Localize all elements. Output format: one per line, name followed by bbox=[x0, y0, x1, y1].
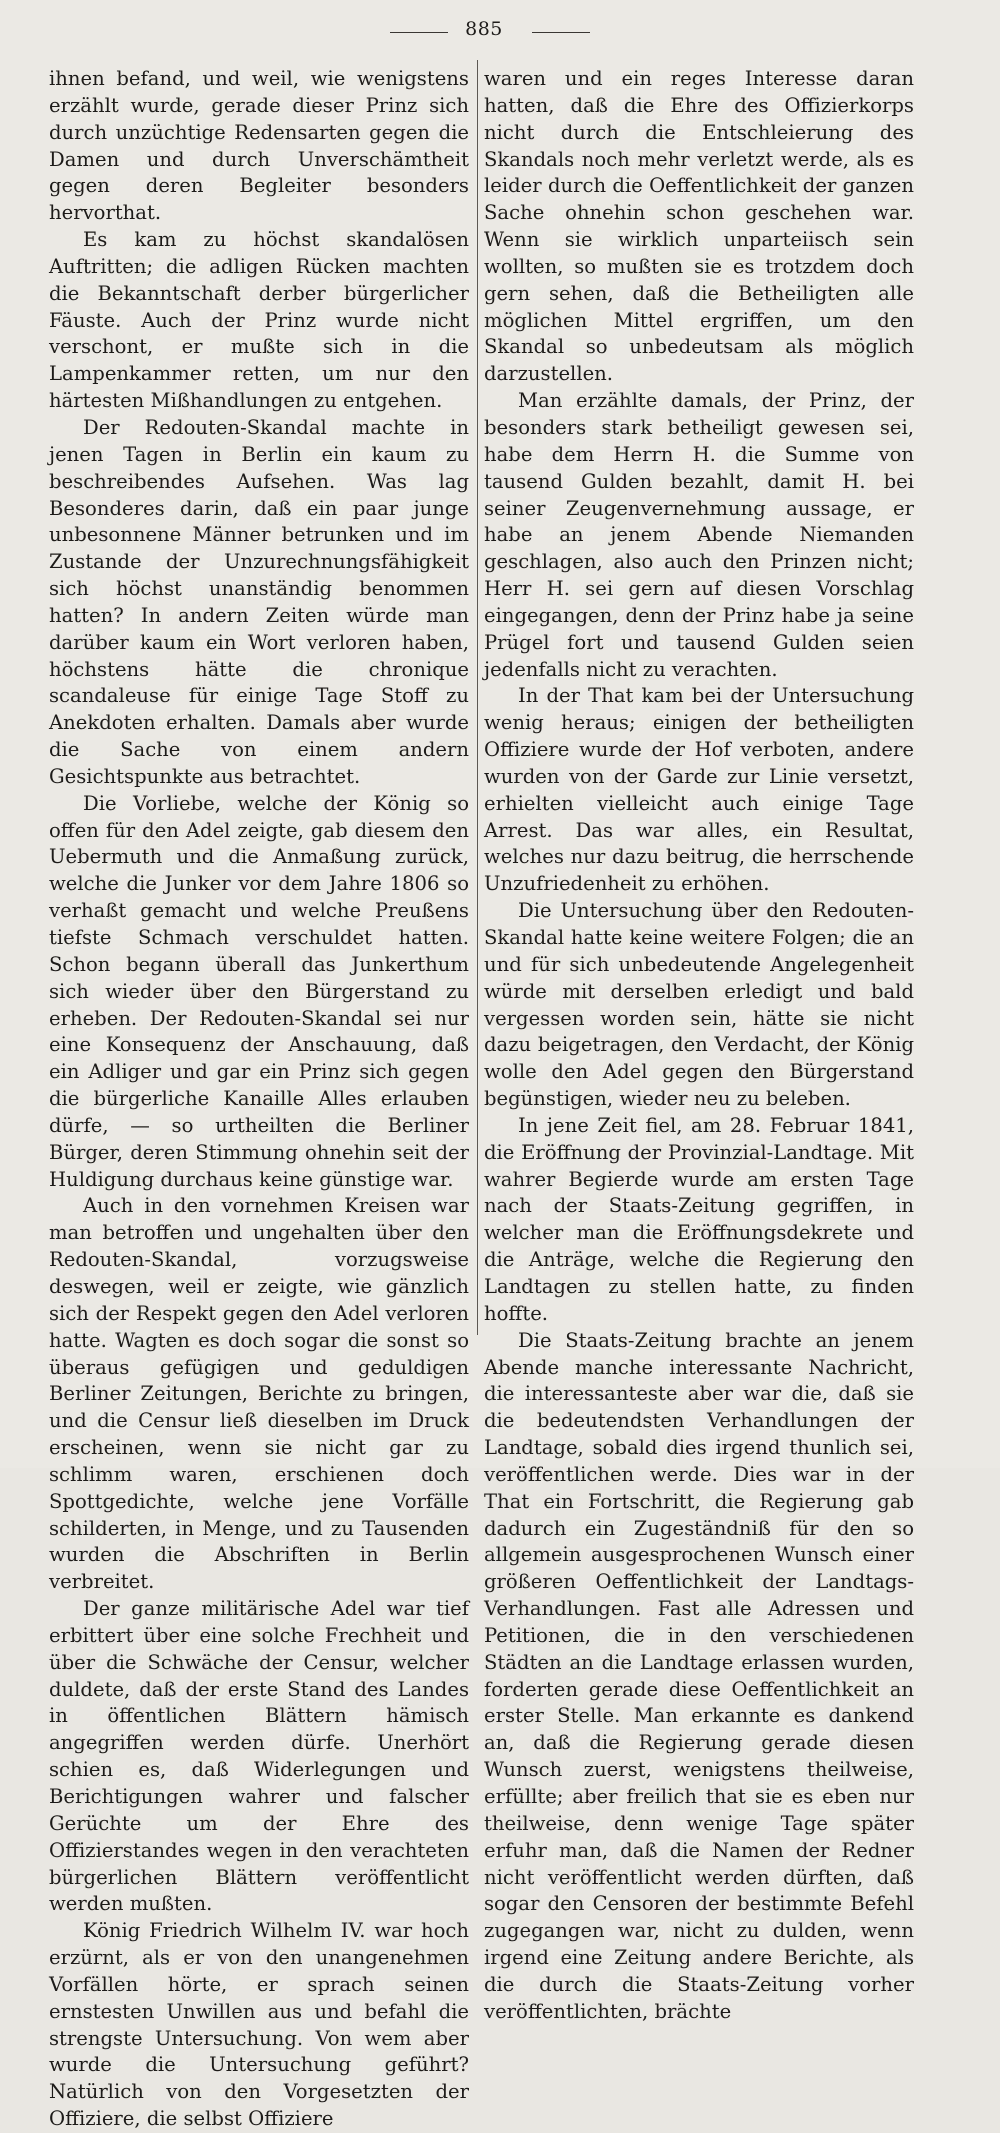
column-divider bbox=[477, 60, 478, 1335]
paragraph: Es kam zu höchst skandalösen Auftritten; die adligen Rücken machten die Bekanntschaft derber bürgerlicher Fäuste. Auch der Prinz wurde nicht verschont, er mußte sich in die Lampenkammer retten, um nur den härtesten Mißhandlungen zu entgehen. bbox=[49, 228, 469, 413]
paragraph: Die Vorliebe, welche der König so offen für den Adel zeigte, gab diesem den Uebermuth und die Anmaßung zurück, welche die Junker vor dem Jahre 1806 so verhaßt gemacht und welche Preußens tiefste Schmach verschuldet hatten. Schon begann überall das Junkerthum sich wieder über den Bürgerstand zu erheben. Der Redouten-Skandal sei nur eine Konsequenz der Anschauung, daß ein Adliger und gar ein Prinz sich gegen die bürgerliche Kanaille Alles erlauben dürfe, — so urtheilten die Berliner Bürger, deren Stimmung ohnehin seit der Huldigung durchaus keine günstige war. bbox=[49, 791, 469, 1191]
paragraph: Der Redouten-Skandal machte in jenen Tagen in Berlin ein kaum zu beschreibendes Aufsehen. Was lag Besonderes darin, daß ein paar junge unbesonnene Männer betrunken und im Zustande der Unzurechnungsfähigkeit sich höchst unanständig benommen hatten? In andern Zeiten würde man darüber kaum ein Wort verloren haben, höchstens hätte die chronique scandaleuse für einige Tage Stoff zu Anekdoten erhalten. Damals aber wurde die Sache von einem andern Gesichtspunkte aus betrachtet. bbox=[49, 415, 469, 788]
header-rule-left bbox=[390, 32, 448, 33]
paragraph: König Friedrich Wilhelm IV. war hoch erzürnt, als er von den unangenehmen Vorfällen hörte, er sprach seinen ernstesten Unwillen aus und befahl die strengste Untersuchung. Von wem aber wurde die Untersuchung geführt? Natürlich von den Vorgesetzten der Offiziere, die selbst Offiziere bbox=[49, 1919, 469, 2131]
paragraph: Der ganze militärische Adel war tief erbittert über eine solche Frechheit und über die Schwäche der Censur, welcher duldete, daß der erste Stand des Landes in öffentlichen Blättern hämisch angegriffen werden dürfe. Unerhört schien es, daß Widerlegungen und Berichtigungen wahrer und falscher Gerüchte um der Ehre des Offizierstandes wegen in den verachteten bürgerlichen Blättern veröffentlicht werden mußten. bbox=[49, 1597, 469, 1916]
page-number: 885 bbox=[465, 18, 503, 40]
paragraph: Auch in den vornehmen Kreisen war man betroffen und ungehalten über den Redouten-Skandal, vorzugsweise deswegen, weil er zeigte, wie gänzlich sich der Respekt gegen den Adel verloren hatte. Wagten es doch sogar die sonst so überaus gefügigen und geduldigen Berliner Zeitungen, Berichte zu bringen, und die Censur ließ dieselben im Druck erscheinen, wenn sie nicht gar zu schlimm waren, erschienen doch Spottgedichte, welche jene Vorfälle schilderten, in Menge, und zu Tausenden wurden die Abschriften in Berlin verbreitet. bbox=[49, 1194, 469, 1594]
paragraph: waren und ein reges Interesse daran hatten, daß die Ehre des Offizierkorps nicht durch die Entschleierung des Skandals noch mehr verletzt werde, als es leider durch die Oeffentlichkeit der ganzen Sache ohnehin schon geschehen war. Wenn sie wirklich unparteiisch sein wollten, so mußten sie es trotzdem doch gern sehen, daß die Betheiligten alle möglichen Mittel ergriffen, um den Skandal so unbedeutsam als möglich darzustellen. bbox=[484, 67, 914, 386]
paragraph: In der That kam bei der Untersuchung wenig heraus; einigen der betheiligten Offiziere wurde der Hof verboten, andere wurden von der Garde zur Linie versetzt, erhielten vielleicht auch einige Tage Arrest. Das war alles, ein Resultat, welches nur dazu beitrug, die herrschende Unzufriedenheit zu erhöhen. bbox=[484, 684, 914, 896]
paragraph: ihnen befand, und weil, wie wenigstens erzählt wurde, gerade dieser Prinz sich durch unzüchtige Redensarten gegen die Damen und durch Unverschämtheit gegen deren Begleiter besonders hervorthat. bbox=[49, 67, 469, 225]
paragraph: In jene Zeit fiel, am 28. Februar 1841, die Eröffnung der Provinzial-Landtage. Mit wahrer Begierde wurde am ersten Tage nach der Staats-Zeitung gegriffen, in welcher man die Eröffnungsdekrete und die Anträge, welche die Regierung den Landtagen zu stellen hatte, zu finden hoffte. bbox=[484, 1113, 914, 1325]
paragraph: Die Staats-Zeitung brachte an jenem Abende manche interessante Nachricht, die interessanteste aber war die, daß sie die bedeutendsten Verhandlungen der Landtage, sobald dies irgend thunlich sei, veröffentlichen werde. Dies war in der That ein Fortschritt, die Regierung gab dadurch ein Zugeständniß für den so allgemein ausgesprochenen Wunsch einer größeren Oeffentlichkeit der Landtags-Verhandlungen. Fast alle Adressen und Petitionen, die in den verschiedenen Städten an die Landtage erlassen wurden, forderten gerade diese Oeffentlichkeit an erster Stelle. Man erkannte es dankend an, daß die Regierung gerade diesen Wunsch zuerst, wenigstens theilweise, erfüllte; aber freilich that sie es eben nur theilweise, denn wenige Tage später erfuhr man, daß die Namen der Redner nicht veröffentlicht werden dürften, daß sogar den Censoren der bestimmte Befehl zugegangen war, nicht zu dulden, wenn irgend eine Zeitung andere Berichte, als die durch die Staats-Zeitung vorher veröffentlichten, brächte bbox=[484, 1328, 914, 2023]
paragraph: Man erzählte damals, der Prinz, der besonders stark betheiligt gewesen sei, habe dem Herrn H. die Summe von tausend Gulden bezahlt, damit H. bei seiner Zeugenvernehmung aussage, er habe an jenem Abende Niemanden geschlagen, also auch den Prinzen nicht; Herr H. sei gern auf diesen Vorschlag eingegangen, denn der Prinz habe ja seine Prügel fort und tausend Gulden seien jedenfalls nicht zu verachten. bbox=[484, 389, 914, 681]
right-column bbox=[484, 66, 914, 2026]
paragraph: Die Untersuchung über den Redouten-Skandal hatte keine weitere Folgen; die an und für sich unbedeutende Angelegenheit würde mit derselben erledigt und bald vergessen worden sein, hätte sie nicht dazu beigetragen, den Verdacht, der König wolle den Adel gegen den Bürgerstand begünstigen, wieder neu zu beleben. bbox=[484, 899, 914, 1111]
header-rule-right bbox=[532, 32, 590, 33]
page-header bbox=[0, 16, 1000, 46]
left-column bbox=[49, 66, 469, 2133]
